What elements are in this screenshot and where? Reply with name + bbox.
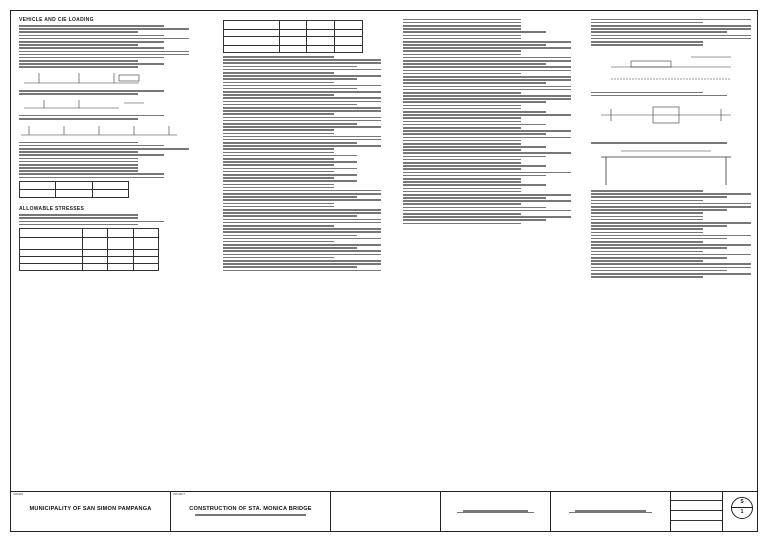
material-table (223, 20, 363, 53)
drawing-sheet (10, 10, 758, 532)
project-location (171, 514, 330, 516)
notes-column-3 (403, 17, 571, 226)
owner-name: MUNICIPALITY OF SAN SIMON PAMPANGA (29, 506, 152, 512)
sheet-total: 1 (740, 509, 744, 515)
impact-table (19, 181, 129, 198)
approved-cell (551, 492, 671, 531)
project-name: CONSTRUCTION OF STA. MONICA BRIDGE (189, 506, 312, 512)
allowable-stress-table (19, 228, 159, 271)
detail-figure-3 (591, 147, 741, 187)
owner-cell (11, 492, 171, 531)
notes-column-2 (223, 17, 381, 273)
axle-spacing-diagram (19, 123, 179, 139)
sheet-number: S (732, 498, 752, 508)
section-title-allowable-stresses: ALLOWABLE STRESSES (19, 206, 85, 213)
section-title-vehicle-loading: VEHICLE AND CIE LOADING (19, 17, 94, 23)
notes-column-1 (19, 17, 189, 274)
sheet-number-cell (723, 492, 759, 531)
owner-label: OWNER (13, 493, 23, 496)
checked-cell (441, 492, 551, 531)
sheet-number-badge (731, 497, 753, 519)
truck-loading-diagram (19, 71, 149, 87)
date-cell (671, 492, 723, 531)
title-block (11, 491, 757, 531)
prepared-cell (331, 492, 441, 531)
project-label: PROJECT (173, 493, 186, 496)
detail-figure-1 (591, 49, 741, 89)
lane-loading-diagram (19, 98, 149, 112)
project-cell (171, 492, 331, 531)
detail-figure-2 (591, 99, 741, 139)
notes-column-4 (591, 17, 751, 279)
